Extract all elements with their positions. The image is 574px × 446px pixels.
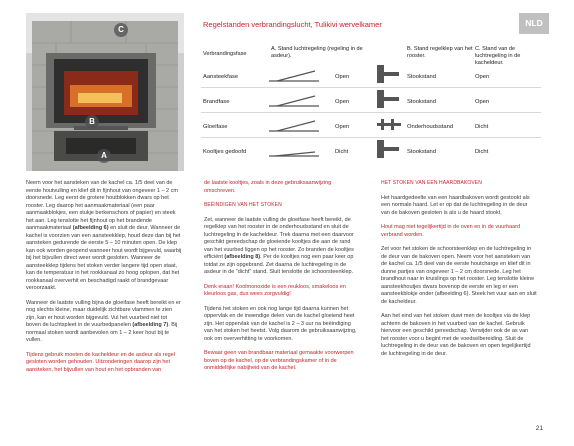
header-a: A. Stand luchtregeling (regeling in de asdeur). xyxy=(271,46,363,59)
header-b: B. Stand regelklep van het rooster. xyxy=(407,46,473,59)
figure-ref: (afbeelding 7) xyxy=(132,322,169,328)
paragraph: Tijdens het stoken en ook nog lange tijd daarna kunnen het oppervlak en de inwendige delen van de kachel gloeiend heet zijn. Het oppervlak van de kachel is 2 – 3 uur na beëindiging van het stoken het heetst. Volg daarom de gebruiksaanwijzing, ook om oververhitting te voorkomen. xyxy=(204,305,357,342)
row4-phase: Kooltjes gedoofd xyxy=(203,149,247,155)
page-number: 21 xyxy=(535,425,543,432)
table-divider xyxy=(201,87,541,88)
stove-illustration xyxy=(26,13,184,171)
paragraph xyxy=(26,300,182,345)
warning-paragraph: Denk eraan! Koolmonoxide is een reukloos, smakeloos en kleurloos gas, dus wees zorgvuldig! xyxy=(204,283,346,297)
section-heading: HET STOKEN VAN EEN HAARDBAKOVEN xyxy=(381,180,482,186)
row4-b-state: Stookstand xyxy=(407,149,437,155)
paragraph: Aan het eind van het stoken duwt men de kooltjes via de klep achterin de bakoven in het vuurbed van de kachel. Gebruik hiervoor een geschikt gereedschap. Verwijder ook de as van het rooster voor u begint met de voedselbereiding. Sluit de luchtregeling in de deur van de bakoven en open tegelijkertijd de luchtregeling in de deur. xyxy=(381,313,531,357)
table-title: Regelstanden verbrandingslucht, Tulikivi wervelkamer xyxy=(203,20,382,29)
text-column-3 xyxy=(381,180,537,365)
row4-a-state: Dicht xyxy=(335,149,349,155)
text-column-2 xyxy=(204,180,360,380)
text-run: . Per de kooltjes nog een paar keer op totdat ze zijn opgebrand. Zet daarna de luchtregeling in de asdeur in de "dicht" stand. Sluit tenslotte de schoorsteenklep. xyxy=(204,254,354,275)
photo-label-b: B xyxy=(85,115,99,129)
warning-paragraph: Bewaar geen van brandbaar materiaal gemaakte voorwerpen boven op de kachel, op de verbrandingskamer of in de onmiddellijke nabijheid van de kachel. xyxy=(204,350,354,371)
text-run: Zet, wanneer de laatste vulling de gloeifase heeft bereikt, de regelklep van het rooster in de onderhoudsstand en sluit de luchtregeling in de kacheldeur. Trek daarna met een daarvoor geschikt gereedschap de gloeiende kooltjes die aan de rand van het vuurbed liggen op het rooster. Zo branden de kooltjes efficiënt xyxy=(204,216,354,260)
row1-b-state: Stookstand xyxy=(407,74,437,80)
header-phase: Verbrandingsfase xyxy=(203,51,247,57)
table-divider xyxy=(201,137,541,138)
text-column-1 xyxy=(26,180,182,381)
row3-c-state: Dicht xyxy=(475,124,489,130)
lever-open-icon xyxy=(269,67,321,85)
paragraph: Zet voor het stoken de schoorsteenklep en de luchtregeling in de deur van de bakoven open. Neem voor het aansteken van de kachel ca. 1/5 deel van de eerste houtcharge en klief dit in dunne partjes van ongeveer 1 – 2 cm doorsnede. Leg het brandhout naar in kruislings op het rooster. Leg tenslotte kleine aansteekhoutjes dwars bovenop de eerste en leg er een aansteekblokje onder (afbeelding 6). Steek het vuur aan en sluit de kacheldeur. xyxy=(381,246,537,305)
text-run: . Bij normaal stoken wordt aanbevolen om 1 – 2 keer hout bij te vullen. xyxy=(26,322,178,343)
header-c: C. Stand van de luchtregeling in de kacheldeur. xyxy=(475,46,521,66)
row2-phase: Brandfase xyxy=(203,99,230,105)
paragraph xyxy=(26,180,182,293)
text-run: Neem voor het aansteken van de kachel ca. 1/5 deel van de eerste houtvulling en klief dit in fijnhout van ongeveer 1 – 2 cm doorsnede. Leg eerst de grotere houtblokken dwars op het rooster. Leg daarop het aanmaakmateriaal (een paar aanmaakblokjes, een stukje berkenschors of papier) en steek het aan. Leg tenslotte het fijnhout op het brandende aanmaakmateriaal xyxy=(26,180,178,231)
stove-photo xyxy=(26,13,184,171)
warning-paragraph: de laatste kooltjes, zoals in deze gebruiksaanwijzing omschreven. xyxy=(204,180,332,194)
row1-phase: Aansteekfase xyxy=(203,74,239,80)
language-badge: NLD xyxy=(519,13,549,34)
lever-closed-icon xyxy=(269,142,321,160)
lever-open-icon xyxy=(269,117,321,135)
row3-a-state: Open xyxy=(335,124,350,130)
figure-ref: (afbeelding 8) xyxy=(224,254,261,260)
row3-phase: Gloeifase xyxy=(203,124,228,130)
figure-ref: (afbeelding 6) xyxy=(72,225,109,231)
air-control-table xyxy=(199,13,549,171)
row2-b-state: Stookstand xyxy=(407,99,437,105)
warning-paragraph: Tijdens gebruik moeten de kacheldeur en de asdeur als regel gesloten worden gehouden. Uitzonderingen daarop zijn het aansteken, het bijvullen van hout en het opbranden van xyxy=(26,351,175,373)
lever-open-icon xyxy=(269,92,321,110)
text-run: Wanneer de laatste vulling bijna de gloeifase heeft bereikt en er nog slechts kleine, maar duidelijk zichtbare vlammen te zien zijn, kan er hout worden bijgevuld. Vul het vuurbed niet tot boven de luchtspleet in de vuurbedpanelen xyxy=(26,299,181,328)
row2-a-state: Open xyxy=(335,99,350,105)
row2-c-state: Open xyxy=(475,99,490,105)
paragraph: Het haardgedeelte van een haardbakoven wordt gestookt als een normale haard. Let er op dat de luchtregeling in de deur van de bakoven gesloten is als u de haard stookt. xyxy=(381,194,530,216)
warning-paragraph: Hout mag niet tegelijkertijd in de oven en in de vuurhaard verbrand worden. xyxy=(381,224,521,238)
row1-a-state: Open xyxy=(335,74,350,80)
photo-label-c: C xyxy=(114,23,128,37)
row1-c-state: Open xyxy=(475,74,490,80)
photo-label-a: A xyxy=(97,149,111,163)
row3-b-state: Onderhoudsstand xyxy=(407,124,454,130)
row4-c-state: Dicht xyxy=(475,149,489,155)
table-divider xyxy=(201,112,541,113)
paragraph xyxy=(204,217,360,277)
section-heading: BEËINDIGEN VAN HET STOKEN xyxy=(204,202,282,208)
text-run: en sluit de deur. Wanneer de kachel is voorzien van een aansteekklep, houd deze dan bij het aansteken gedurende de eerste 5 – 10 minuten open. De klep kan ook worden geopend wanneer hout wordt bijgevuld, waarbij bij het bijvullen direct weer wordt gesloten. Wanneer de aansteekklep tijdens het stoken verder langere tijd open staat, kan de temperatuur in het rookkanaal zo hoog oplopen, dat het rookkanaal oververhit en beschadigd raakt of brandgevaar veroorzaakt. xyxy=(26,225,182,291)
